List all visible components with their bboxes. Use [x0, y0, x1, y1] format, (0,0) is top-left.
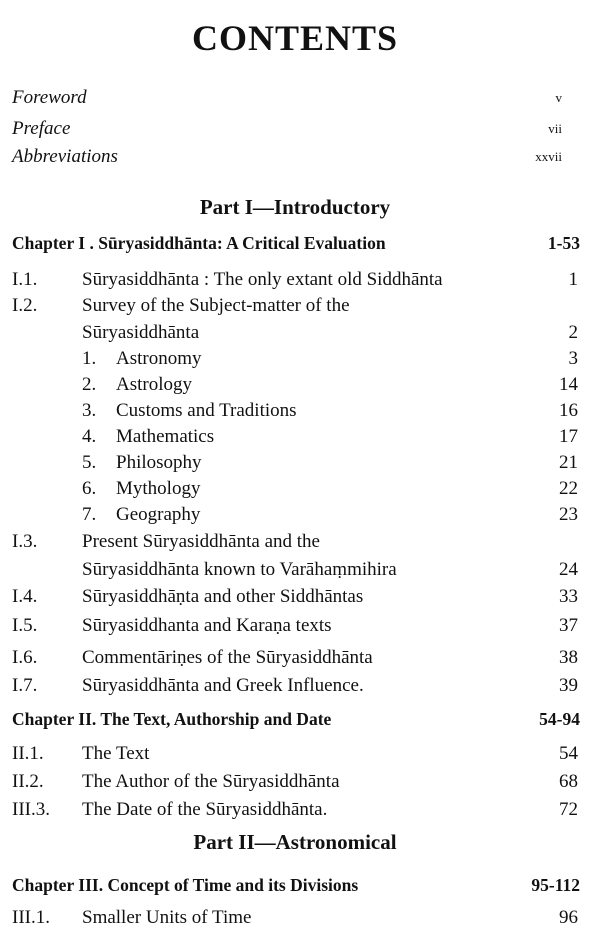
toc-subentry-label: Mathematics	[116, 426, 215, 447]
toc-subentry-number: 1.	[82, 348, 97, 369]
toc-subentry-label: Customs and Traditions	[116, 400, 297, 421]
toc-entry-label: The Author of the Sūryasiddhānta	[82, 771, 340, 792]
toc-entry-label: Abbreviations	[12, 146, 118, 167]
toc-entry-page: 17	[559, 426, 578, 447]
toc-entry-page: 23	[559, 504, 578, 525]
toc-entry-number: II.1.	[12, 743, 44, 764]
toc-subentry-number: 2.	[82, 374, 97, 395]
toc-entry-number: II.2.	[12, 771, 44, 792]
toc-subentry-number: 5.	[82, 452, 97, 473]
toc-entry-number: I.3.	[12, 531, 38, 552]
toc-entry-page: 68	[559, 771, 578, 792]
toc-entry-label: Present Sūryasiddhānta and the	[82, 531, 320, 552]
toc-entry-page: 24	[559, 559, 578, 580]
toc-entry-number: I.1.	[12, 269, 38, 290]
toc-entry-page: 33	[559, 586, 578, 607]
chapter-pages: 1-53	[547, 233, 580, 253]
chapter-pages: 54-94	[539, 709, 580, 729]
toc-entry-label: Sūryasiddhānta	[82, 322, 200, 343]
toc-subentry-label: Philosophy	[116, 452, 202, 473]
toc-entry-label: Sūryasiddhānta and Greek Influence.	[82, 675, 364, 696]
toc-entry-label: Preface	[12, 118, 71, 139]
toc-entry-number: I.4.	[12, 586, 38, 607]
toc-subentry-number: 6.	[82, 478, 97, 499]
toc-entry-number: III.3.	[12, 799, 50, 820]
toc-entry-page: 96	[559, 907, 578, 928]
toc-entry-number: I.7.	[12, 675, 38, 696]
page-title: CONTENTS	[191, 18, 399, 58]
toc-entry-page: xxvii	[535, 149, 562, 164]
part-heading: Part I—Introductory	[199, 195, 391, 219]
toc-entry-page: 16	[559, 400, 578, 421]
toc-entry-label: Sūryasiddhāṇta and other Siddhāntas	[82, 586, 364, 607]
toc-entry-page: 2	[568, 322, 578, 343]
toc-entry-page: 38	[559, 647, 578, 668]
toc-subentry-label: Mythology	[116, 478, 201, 499]
toc-entry-label: Sūryasiddhānta known to Varāhaṃmihira	[82, 559, 397, 580]
toc-entry-page: 37	[559, 615, 578, 636]
toc-subentry-number: 7.	[82, 504, 97, 525]
toc-subentry-label: Astrology	[116, 374, 192, 395]
toc-subentry-number: 3.	[82, 400, 97, 421]
toc-entry-number: III.1.	[12, 907, 50, 928]
toc-entry-label: Survey of the Subject-matter of the	[82, 295, 350, 316]
toc-subentry-label: Geography	[116, 504, 201, 525]
toc-entry-page: 54	[559, 743, 578, 764]
toc-entry-page: 39	[559, 675, 578, 696]
chapter-pages: 95-112	[531, 875, 580, 895]
chapter-heading: Chapter II. The Text, Authorship and Date	[12, 709, 332, 729]
toc-entry-page: vii	[548, 121, 562, 136]
part-heading: Part II—Astronomical	[193, 830, 397, 854]
toc-entry-page: 3	[568, 348, 578, 369]
chapter-heading: Chapter I . Sūryasiddhānta: A Critical Evaluation	[12, 233, 386, 253]
toc-entry-page: 14	[559, 374, 578, 395]
toc-entry-label: Foreword	[12, 87, 87, 108]
toc-entry-page: v	[555, 90, 562, 105]
toc-entry-label: Commentāriṇes of the Sūryasiddhānta	[82, 647, 373, 668]
chapter-heading: Chapter III. Concept of Time and its Divisions	[12, 875, 359, 895]
toc-entry-label: Sūryasiddhānta : The only extant old Siddhānta	[82, 269, 443, 290]
toc-entry-label: The Date of the Sūryasiddhānta.	[82, 799, 328, 820]
toc-entry-number: I.6.	[12, 647, 38, 668]
toc-entry-number: I.5.	[12, 615, 38, 636]
toc-subentry-label: Astronomy	[116, 348, 202, 369]
toc-entry-label: Smaller Units of Time	[82, 907, 252, 928]
toc-entry-label: The Text	[82, 743, 150, 764]
toc-entry-page: 22	[559, 478, 578, 499]
toc-entry-number: I.2.	[12, 295, 38, 316]
toc-subentry-number: 4.	[82, 426, 97, 447]
toc-entry-page: 72	[559, 799, 578, 820]
toc-entry-label: Sūryasiddhanta and Karaṇa texts	[82, 615, 332, 636]
toc-entry-page: 21	[559, 452, 578, 473]
toc-entry-page: 1	[568, 269, 578, 290]
